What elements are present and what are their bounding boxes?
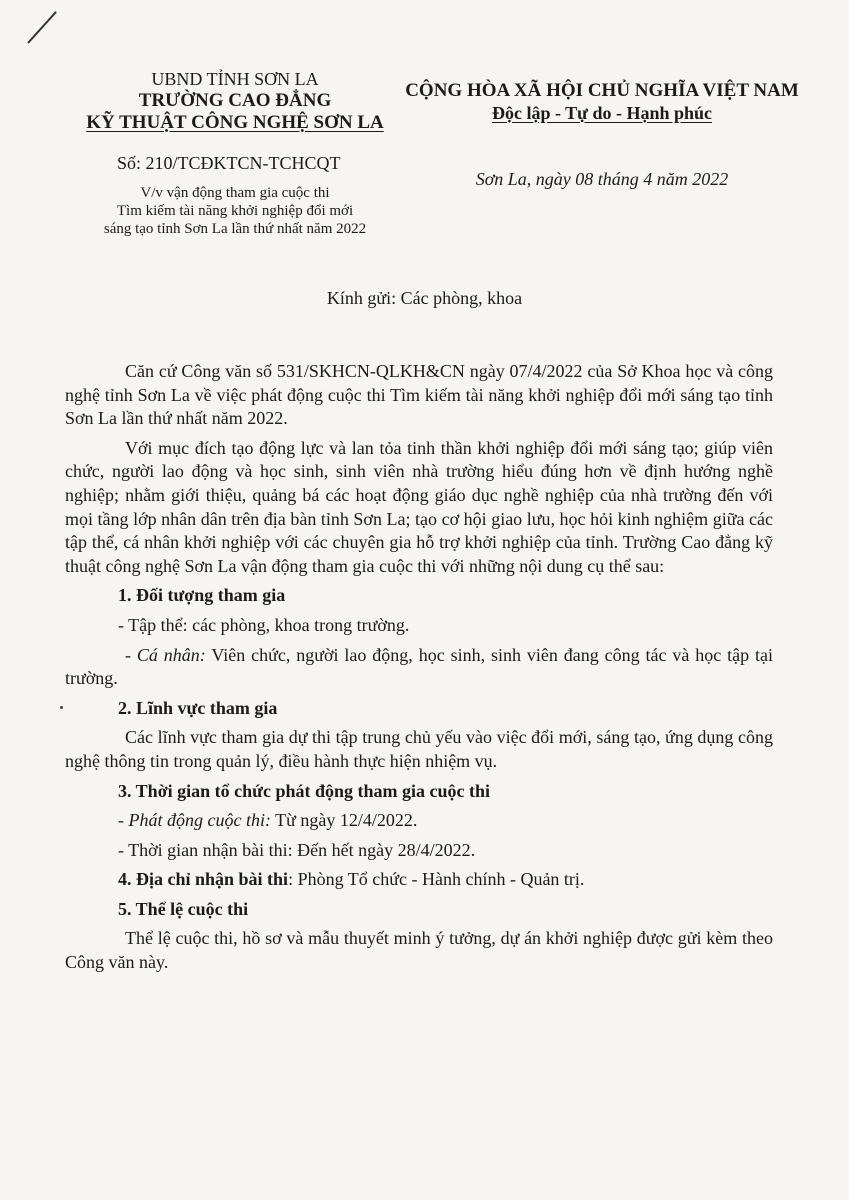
section-1-item-individual	[65, 644, 773, 691]
section-1-item-collective: - Tập thể: các phòng, khoa trong trường.	[118, 614, 410, 635]
agency-name: UBND TỈNH SƠN LA	[151, 69, 319, 89]
issue-date: Sơn La, ngày 08 tháng 4 năm 2022	[475, 169, 729, 189]
pen-mark	[27, 11, 57, 44]
section-1-title: 1. Đối tượng tham gia	[118, 585, 286, 606]
section-5-title: 5. Thể lệ cuộc thi	[118, 898, 249, 919]
national-motto: Độc lập - Tự do - Hạnh phúc	[491, 103, 713, 123]
launch-text: Từ ngày 12/4/2022.	[270, 810, 418, 831]
school-name-line2: KỸ THUẬT CÔNG NGHỆ SƠN LA	[86, 112, 384, 133]
letter-body	[65, 360, 773, 975]
paragraph-legal-basis: Căn cứ Công văn số 531/SKHCN-QLKH&CN ngày 07/4/2022 của Sở Khoa học và công nghệ tỉnh Sơn La về việc phát động cuộc thi Tìm kiếm tài năng khởi nghiệp đổi mới sáng tạo tỉnh Sơn La lần thứ nhất năm 2022.	[65, 361, 773, 429]
individual-label: - Cá nhân:	[125, 644, 206, 665]
launch-label: - Phát động cuộc thi:	[118, 810, 271, 831]
subject	[80, 184, 390, 238]
school-name-line1: TRƯỜNG CAO ĐẲNG	[138, 90, 332, 111]
document-number: Số: 210/TCĐKTCN-TCHCQT	[117, 153, 341, 173]
ink-dot	[60, 706, 63, 709]
section-3-item-launch	[65, 809, 773, 833]
section-2-title: 2. Lĩnh vực tham gia	[118, 697, 278, 718]
issuer-header	[80, 68, 390, 238]
subject-line-2: Tìm kiếm tài năng khởi nghiệp đổi mới	[116, 203, 354, 219]
section-4-text: : Phòng Tổ chức - Hành chính - Quản trị.	[288, 869, 585, 890]
national-header	[396, 80, 808, 190]
recipient-greeting: Kính gửi: Các phòng, khoa	[326, 288, 523, 308]
subject-line-3: sáng tạo tỉnh Sơn La lần thứ nhất năm 2022	[103, 221, 367, 237]
section-3-item-deadline: - Thời gian nhận bài thi: Đến hết ngày 28/4/2022.	[118, 839, 476, 860]
section-4-label: 4. Địa chỉ nhận bài thi	[118, 869, 289, 890]
section-2-text: Các lĩnh vực tham gia dự thi tập trung chủ yếu vào việc đổi mới, sáng tạo, ứng dụng công nghệ thông tin trong quản lý, điều hành thực hiện nhiệm vụ.	[65, 727, 773, 771]
nation-title: CỘNG HÒA XÃ HỘI CHỦ NGHĨA VIỆT NAM	[405, 80, 799, 101]
section-5-text: Thể lệ cuộc thi, hồ sơ và mẫu thuyết minh ý tưởng, dự án khởi nghiệp được gửi kèm theo Công văn này.	[65, 928, 773, 973]
subject-line-1: V/v vận động tham gia cuộc thi	[140, 185, 330, 201]
section-3-title: 3. Thời gian tổ chức phát động tham gia cuộc thi	[118, 780, 490, 801]
section-4	[65, 868, 773, 892]
paragraph-purpose: Với mục đích tạo động lực và lan tỏa tinh thần khởi nghiệp đổi mới sáng tạo; giúp viên chức, người lao động và học sinh, sinh viên nhà trường hiểu đúng hơn về định hướng nghề nghiệp; nhằm giới thiệu, quảng bá các hoạt động giáo dục nghề nghiệp của nhà trường đến với mọi tầng lớp nhân dân trên địa bàn tỉnh Sơn La; tạo cơ hội giao lưu, học hỏi kinh nghiệm giữa các tập thể, cá nhân khởi nghiệp với các chuyên gia hỗ trợ khởi nghiệp của tỉnh. Trường Cao đẳng kỹ thuật công nghệ Sơn La vận động tham gia cuộc thi với những nội dung cụ thể sau:	[65, 437, 773, 576]
individual-text: Viên chức, người lao động, học sinh, sinh viên đang công tác và học tập tại trường.	[65, 644, 773, 689]
